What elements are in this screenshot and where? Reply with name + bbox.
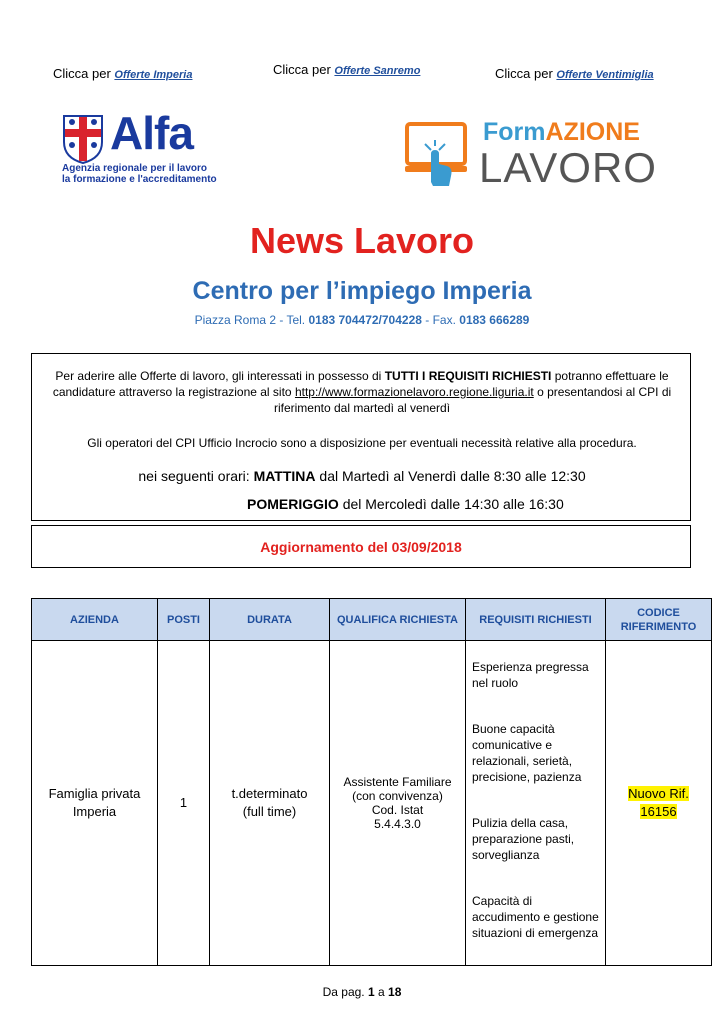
- table-header-row: [32, 599, 712, 641]
- info-text: nei seguenti orari:: [138, 468, 250, 484]
- footer-mid: a: [378, 985, 385, 999]
- header-qualifica: QUALIFICA RICHIESTA: [330, 599, 466, 641]
- address-line: [0, 313, 724, 327]
- header-codice: CODICE RIFERIMENTO: [606, 599, 712, 641]
- current-page-number: 1: [367, 985, 375, 999]
- table-row: [32, 641, 712, 966]
- cell-posti: [158, 641, 210, 966]
- qualifica-istat-label: Cod. Istat: [371, 803, 424, 817]
- pomeriggio-label: POMERIGGIO: [247, 496, 339, 512]
- durata-type: t.determinato: [231, 786, 308, 801]
- azione-text: AZIONE: [545, 118, 640, 146]
- form-text: Form: [483, 118, 546, 146]
- info-text: Per aderire alle Offerte di lavoro, gli interessati in possesso di: [55, 369, 382, 383]
- phone-number: 0183 704472/704228: [308, 313, 422, 327]
- requisito-item: Esperienza pregressa nel ruolo: [472, 660, 589, 690]
- alfa-tagline-line-2: la formazione e l'accreditamento: [62, 174, 217, 185]
- offerte-sanremo-link[interactable]: Offerte Sanremo: [334, 65, 421, 77]
- info-text: potranno effettuare le candidature attraverso la registrazione al sito: [52, 369, 669, 399]
- cell-azienda: [32, 641, 158, 966]
- azienda-text: Famiglia privata Imperia: [48, 786, 141, 819]
- top-link-ventimiglia: [495, 66, 654, 81]
- info-bold-requisiti: TUTTI I REQUISITI RICHIESTI: [384, 369, 552, 383]
- offerte-ventimiglia-link[interactable]: Offerte Ventimiglia: [556, 69, 654, 81]
- info-paragraph-apply: [40, 368, 684, 416]
- qualifica-note: (con convivenza): [352, 789, 443, 803]
- footer-prefix: Da pag.: [322, 985, 365, 999]
- lavoro-wordmark: LAVORO: [479, 144, 657, 191]
- qualifica-istat-code: 5.4.4.3.0: [374, 817, 421, 831]
- page-footer: [0, 985, 724, 999]
- header-durata: DURATA: [210, 599, 330, 641]
- header-azienda: AZIENDA: [32, 599, 158, 641]
- fax-prefix: - Fax.: [425, 313, 456, 327]
- afternoon-hours: del Mercoledì dalle 14:30 alle 16:30: [342, 496, 564, 512]
- posti-text: 1: [179, 795, 188, 810]
- alfa-tagline-line-1: Agenzia regionale per il lavoro: [62, 163, 208, 174]
- durata-time: (full time): [242, 804, 297, 819]
- top-link-prefix: Clicca per: [495, 66, 553, 81]
- address-prefix: Piazza Roma 2 - Tel.: [194, 313, 306, 327]
- top-link-sanremo: [273, 62, 420, 77]
- page-title: News Lavoro: [249, 220, 475, 261]
- codice-number: 16156: [640, 804, 677, 819]
- total-page-count: 18: [388, 985, 402, 999]
- formazione-lavoro-logo: [405, 118, 655, 190]
- alfa-logo: [62, 107, 232, 192]
- header-posti: POSTI: [158, 599, 210, 641]
- info-paragraph-morning: [32, 468, 692, 484]
- requisito-item: Capacità di accudimento e gestione situazioni di emergenza: [472, 894, 599, 940]
- info-paragraph-afternoon: [247, 496, 564, 512]
- update-date-box: Aggiornamento del 03/09/2018: [31, 525, 691, 568]
- computer-hand-icon: [405, 118, 467, 188]
- liguria-shield-icon: [62, 112, 104, 164]
- formazionelavoro-site-link[interactable]: http://www.formazionelavoro.regione.liguria.it: [294, 385, 534, 399]
- fax-number: 0183 666289: [459, 313, 530, 327]
- top-link-prefix: Clicca per: [53, 66, 111, 81]
- top-link-imperia: [53, 66, 192, 81]
- morning-hours: dal Martedì al Venerdì dalle 8:30 alle 12:30: [319, 468, 586, 484]
- info-paragraph-operators: Gli operatori del CPI Ufficio Incrocio sono a disposizione per eventuali necessità relative alla procedura.: [87, 436, 637, 450]
- info-text: o presentandosi al CPI di riferimento dal martedì al venerdì: [273, 385, 672, 415]
- cell-durata: [210, 641, 330, 966]
- mattina-label: MATTINA: [253, 468, 316, 484]
- formazione-wordmark: [483, 118, 640, 147]
- top-link-prefix: Clicca per: [273, 62, 331, 77]
- alfa-wordmark: Alfa: [110, 107, 193, 159]
- qualifica-name: Assistente Familiare: [343, 775, 452, 789]
- cell-qualifica: [330, 641, 466, 966]
- requisito-item: Pulizia della casa, preparazione pasti, sorveglianza: [472, 816, 575, 862]
- jobs-table: [31, 598, 712, 966]
- offerte-imperia-link[interactable]: Offerte Imperia: [114, 69, 193, 81]
- cell-codice: [606, 641, 712, 966]
- info-box: [31, 353, 691, 521]
- requisito-item: Buone capacità comunicative e relazionali, serietà, precisione, pazienza: [472, 722, 582, 784]
- page-subtitle: Centro per l’impiego Imperia: [192, 277, 532, 305]
- codice-label: Nuovo Rif.: [628, 786, 689, 801]
- header-requisiti: REQUISITI RICHIESTI: [466, 599, 606, 641]
- cell-requisiti: [466, 641, 606, 966]
